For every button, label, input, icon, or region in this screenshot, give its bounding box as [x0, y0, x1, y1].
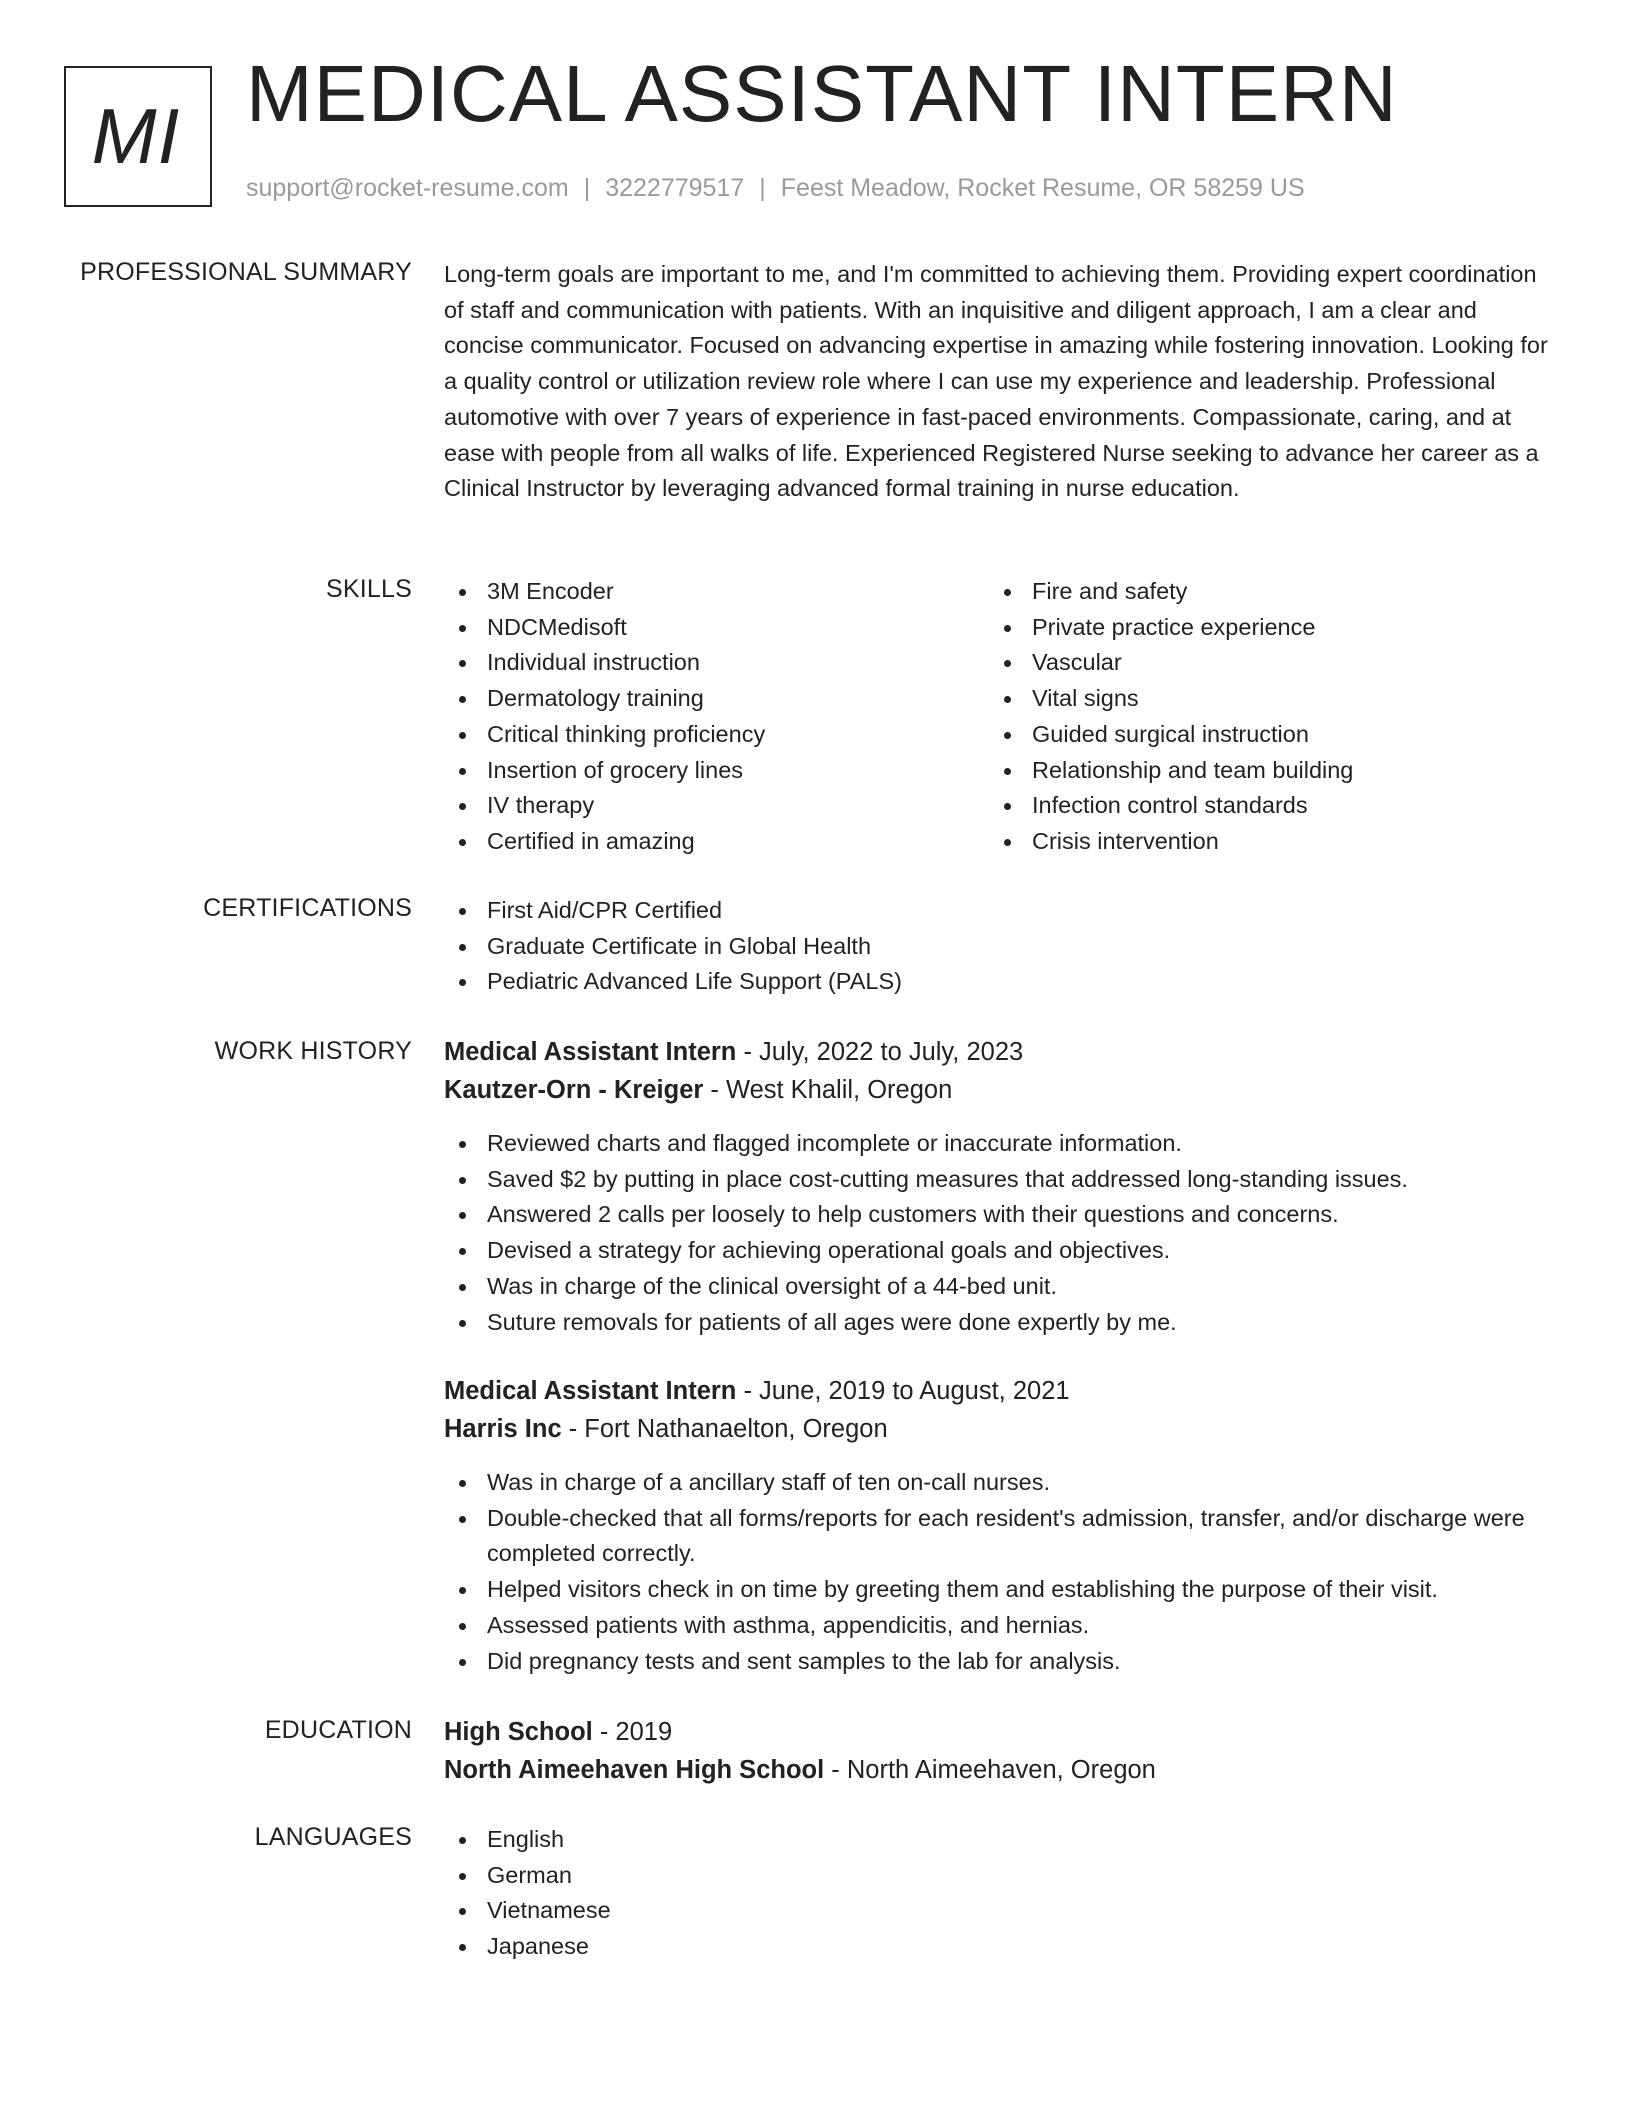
education-degree-line — [444, 1713, 1548, 1751]
education-location: - North Aimeehaven, Oregon — [824, 1756, 1156, 1784]
languages-list — [444, 1822, 1548, 1965]
section-label-certifications: CERTIFICATIONS — [203, 894, 412, 922]
skill-item: Critical thinking proficiency — [444, 717, 989, 753]
skill-item: Certified in amazing — [444, 824, 989, 860]
resume-name-heading: MEDICAL ASSISTANT INTERN — [246, 49, 1398, 138]
job-bullet: Did pregnancy tests and sent samples to the lab for analysis. — [444, 1644, 1548, 1680]
job-dates: - July, 2022 to July, 2023 — [736, 1038, 1024, 1066]
skills-section — [444, 574, 1548, 860]
job-dates: - June, 2019 to August, 2021 — [736, 1377, 1070, 1405]
job-bullets-section — [444, 1465, 1548, 1679]
contact-address: Feest Meadow, Rocket Resume, OR 58259 US — [780, 174, 1305, 202]
job-bullets — [444, 1126, 1548, 1340]
skill-item: Individual instruction — [444, 645, 989, 681]
job-title: Medical Assistant Intern — [444, 1038, 737, 1066]
job-company: Harris Inc — [444, 1415, 562, 1443]
job-entry — [444, 1372, 1548, 1448]
job-bullet: Was in charge of a ancillary staff of ten on-call nurses. — [444, 1465, 1548, 1501]
job-location: - Fort Nathanaelton, Oregon — [561, 1415, 888, 1443]
skill-item: Crisis intervention — [989, 824, 1534, 860]
skill-item: Infection control standards — [989, 788, 1534, 824]
education-year: - 2019 — [592, 1718, 673, 1746]
job-bullet: Was in charge of the clinical oversight of a 44-bed unit. — [444, 1269, 1548, 1305]
skill-item: Relationship and team building — [989, 753, 1534, 789]
contact-phone[interactable]: 3222779517 — [605, 174, 745, 202]
certifications-section — [444, 893, 1548, 1000]
job-entry — [444, 1033, 1548, 1109]
skill-item: Guided surgical instruction — [989, 717, 1534, 753]
section-label-skills: SKILLS — [326, 575, 412, 603]
section-label-work-history: WORK HISTORY — [214, 1037, 412, 1065]
job-bullet: Saved $2 by putting in place cost-cutting measures that addressed long-standing issues. — [444, 1162, 1548, 1198]
certification-item: Graduate Certificate in Global Health — [444, 929, 1548, 965]
skill-item: Private practice experience — [989, 610, 1534, 646]
skill-item: Insertion of grocery lines — [444, 753, 989, 789]
language-item: English — [444, 1822, 1548, 1858]
job-title-line — [444, 1372, 1548, 1410]
education-school: North Aimeehaven High School — [444, 1756, 825, 1784]
skill-item: IV therapy — [444, 788, 989, 824]
certification-item: First Aid/CPR Certified — [444, 893, 1548, 929]
job-bullet: Answered 2 calls per loosely to help customers with their questions and concerns. — [444, 1197, 1548, 1233]
job-title-line — [444, 1033, 1548, 1071]
skill-item: Dermatology training — [444, 681, 989, 717]
skill-item: Vital signs — [989, 681, 1534, 717]
job-bullet: Assessed patients with asthma, appendicitis, and hernias. — [444, 1608, 1548, 1644]
job-bullets — [444, 1465, 1548, 1679]
contact-line — [246, 174, 1305, 203]
languages-section — [444, 1822, 1548, 1965]
skills-list-right — [989, 574, 1534, 860]
certification-item: Pediatric Advanced Life Support (PALS) — [444, 964, 1548, 1000]
skill-item: Fire and safety — [989, 574, 1534, 610]
skills-list-left — [444, 574, 989, 860]
section-label-summary: PROFESSIONAL SUMMARY — [80, 258, 412, 286]
skill-item: 3M Encoder — [444, 574, 989, 610]
skill-item: NDCMedisoft — [444, 610, 989, 646]
contact-separator: | — [759, 174, 766, 202]
education-section — [444, 1713, 1548, 1789]
job-company-line — [444, 1071, 1548, 1109]
language-item: Japanese — [444, 1929, 1548, 1965]
language-item: German — [444, 1858, 1548, 1894]
education-degree: High School — [444, 1718, 593, 1746]
monogram-initials: MI — [91, 92, 181, 180]
job-title: Medical Assistant Intern — [444, 1377, 737, 1405]
job-bullet: Suture removals for patients of all ages were done expertly by me. — [444, 1305, 1548, 1341]
job-bullet: Devised a strategy for achieving operational goals and objectives. — [444, 1233, 1548, 1269]
section-label-education: EDUCATION — [264, 1716, 412, 1744]
job-location: - West Khalil, Oregon — [703, 1076, 953, 1104]
certifications-list — [444, 893, 1548, 1000]
section-label-languages: LANGUAGES — [254, 1823, 412, 1851]
summary-section — [444, 257, 1548, 507]
job-bullet: Helped visitors check in on time by greeting them and establishing the purpose of their visit. — [444, 1572, 1548, 1608]
skills-grid — [444, 574, 1548, 860]
contact-separator: | — [583, 174, 591, 202]
job-bullets-section — [444, 1126, 1548, 1340]
monogram-box — [64, 66, 212, 207]
job-bullet: Double-checked that all forms/reports for each resident's admission, transfer, and/or discharge were completed correctly. — [444, 1501, 1548, 1572]
language-item: Vietnamese — [444, 1893, 1548, 1929]
contact-email[interactable]: support@rocket-resume.com — [246, 174, 569, 202]
job-company-line — [444, 1410, 1548, 1448]
job-bullet: Reviewed charts and flagged incomplete or inaccurate information. — [444, 1126, 1548, 1162]
job-company: Kautzer-Orn - Kreiger — [444, 1076, 704, 1104]
education-school-line — [444, 1751, 1548, 1789]
skill-item: Vascular — [989, 645, 1534, 681]
summary-text: Long-term goals are important to me, and I'm committed to achieving them. Providing expert coordination of staff and communication with patients. With an inquisitive and diligent approach, I am a clear and concise communicator. Focused on advancing expertise in amazing while fostering innovation. Looking for a quality control or utilization review role where I can use my experience and leadership. Professional automotive with over 7 years of experience in fast-paced environments. Compassionate, caring, and at ease with people from all walks of life. Experienced Registered Nurse seeking to advance her career as a Clinical Instructor by leveraging advanced formal training in nurse education. — [444, 261, 1548, 502]
